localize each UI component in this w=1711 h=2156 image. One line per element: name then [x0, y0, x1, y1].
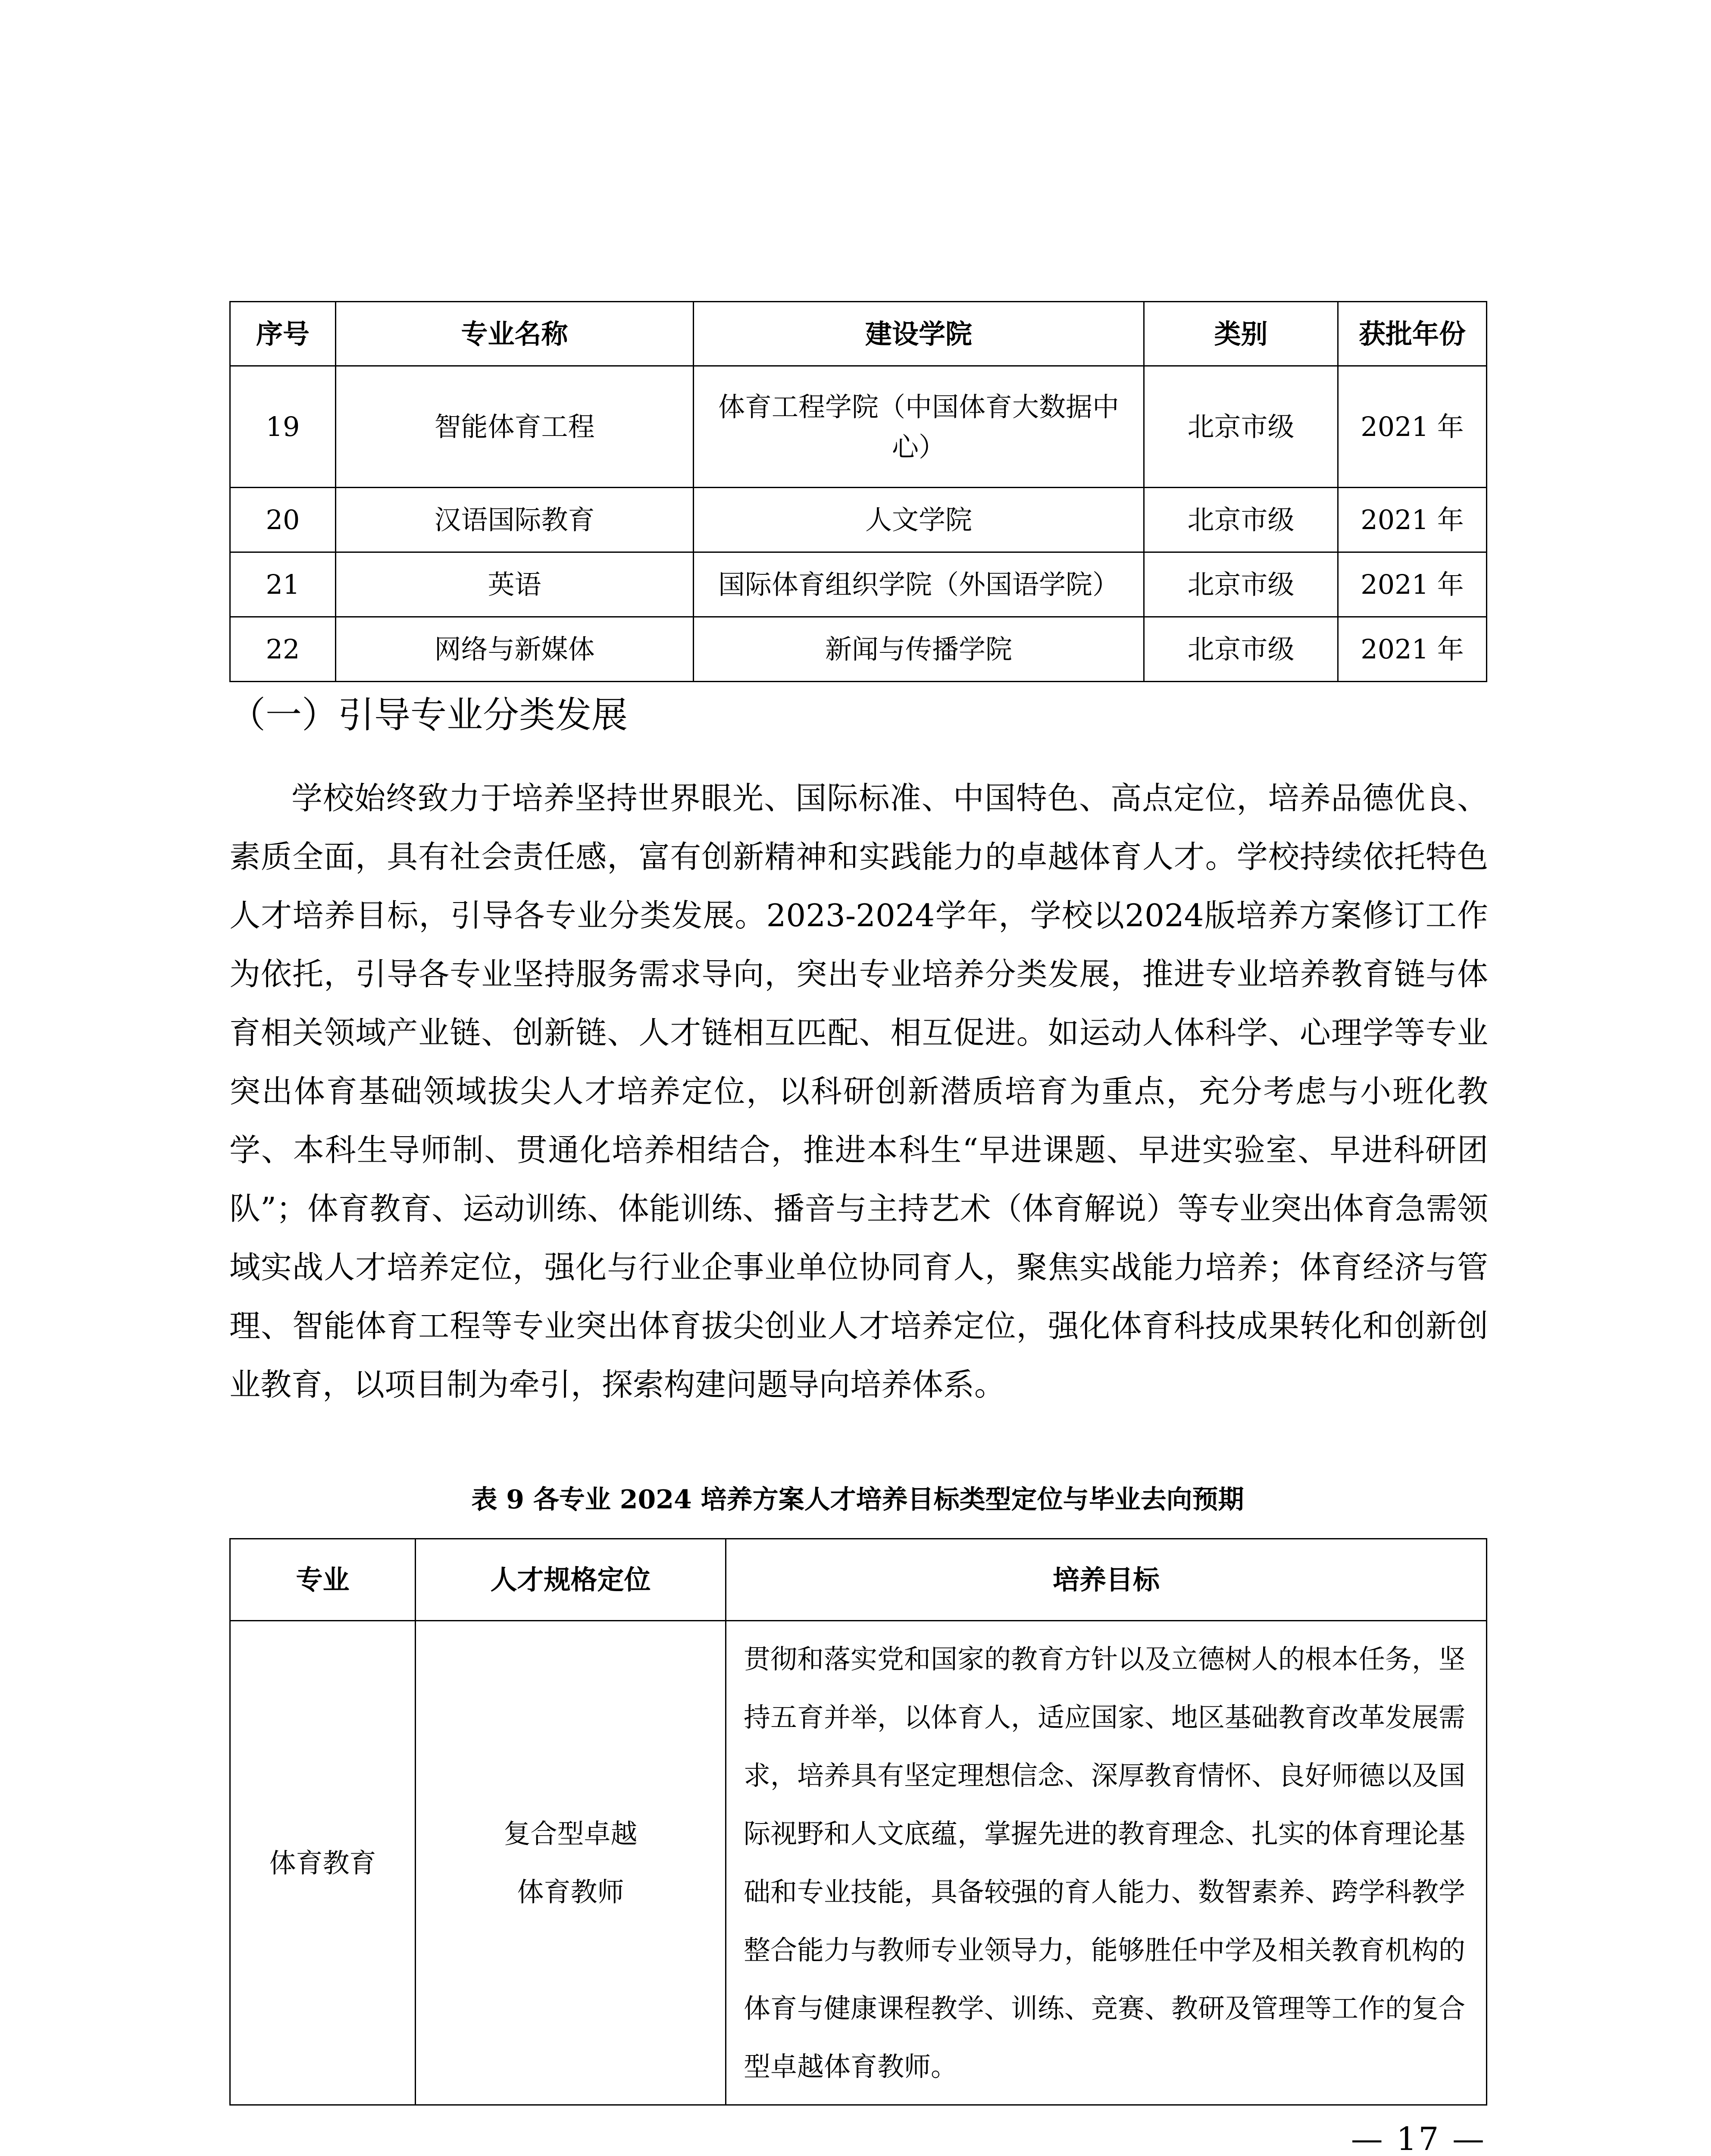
cell-year: 2021 年: [1338, 552, 1487, 617]
header-year: 获批年份: [1338, 302, 1487, 366]
table-row: [230, 1621, 1487, 2105]
header-no: 序号: [230, 302, 336, 366]
cell-major: 网络与新媒体: [336, 617, 694, 682]
cell-spec-line1: 复合型卓越: [504, 1818, 638, 1849]
cell-spec: [416, 1621, 726, 2105]
header-spec: 人才规格定位: [416, 1539, 726, 1621]
training-goals-table: [229, 1538, 1487, 2106]
header-goal: 培养目标: [726, 1539, 1487, 1621]
cell-major: 英语: [336, 552, 694, 617]
section-title: （一）引导专业分类发展: [229, 694, 628, 736]
header-major: 专业: [230, 1539, 416, 1621]
table-caption: 表 9 各专业 2024 培养方案人才培养目标类型定位与毕业去向预期: [471, 1485, 1244, 1515]
cell-major: 体育教育: [230, 1621, 416, 2105]
cell-college: 人文学院: [694, 488, 1144, 552]
page-number: — 17 —: [1351, 2121, 1486, 2156]
table-row: [230, 366, 1487, 488]
cell-year: 2021 年: [1338, 366, 1487, 488]
cell-major: 智能体育工程: [336, 366, 694, 488]
body-paragraph: 学校始终致力于培养坚持世界眼光、国际标准、中国特色、高点定位，培养品德优良、素质全面，具有社会责任感，富有创新精神和实践能力的卓越体育人才。学校持续依托特色人才培养目标，引导各专业分类发展。2023-2024学年，学校以2024版培养方案修订工作为依托，引导各专业坚持服务需求导向，突出专业培养分类发展，推进专业培养教育链与体育相关领域产业链、创新链、人才链相互匹配、相互促进。如运动人体科学、心理学等专业突出体育基础领域拔尖人才培养定位，以科研创新潜质培育为重点，充分考虑与小班化教学、本科生导师制、贯通化培养相结合，推进本科生“早进课题、早进实验室、早进科研团队”；体育教育、运动训练、体能训练、播音与主持艺术（体育解说）等专业突出体育急需领域实战人才培养定位，强化与行业企事业单位协同育人，聚焦实战能力培养；体育经济与管理、智能体育工程等专业突出体育拔尖创业人才培养定位，强化体育科技成果转化和创新创业教育，以项目制为牵引，探索构建问题导向培养体系。: [229, 780, 1488, 1403]
cell-college: 新闻与传播学院: [694, 617, 1144, 682]
cell-college: 国际体育组织学院（外国语学院）: [694, 552, 1144, 617]
cell-college-line2: 心）: [891, 431, 945, 463]
table-header-row: [230, 302, 1487, 366]
cell-no: 21: [230, 552, 336, 617]
cell-year: 2021 年: [1338, 617, 1487, 682]
majors-table: [229, 301, 1487, 682]
cell-spec-line2: 体育教师: [517, 1876, 624, 1908]
table-row: [230, 617, 1487, 682]
table-row: [230, 552, 1487, 617]
cell-major: 汉语国际教育: [336, 488, 694, 552]
cell-no: 22: [230, 617, 336, 682]
header-major: 专业名称: [336, 302, 694, 366]
table-row: [230, 488, 1487, 552]
cell-college: [694, 366, 1144, 488]
cell-year: 2021 年: [1338, 488, 1487, 552]
cell-level: 北京市级: [1144, 552, 1338, 617]
header-level: 类别: [1144, 302, 1338, 366]
cell-no: 20: [230, 488, 336, 552]
table-header-row: [230, 1539, 1487, 1621]
cell-level: 北京市级: [1144, 617, 1338, 682]
header-college: 建设学院: [694, 302, 1144, 366]
cell-level: 北京市级: [1144, 366, 1338, 488]
cell-college-line1: 体育工程学院（中国体育大数据中: [718, 391, 1119, 423]
cell-level: 北京市级: [1144, 488, 1338, 552]
cell-no: 19: [230, 366, 336, 488]
cell-goal: 贯彻和落实党和国家的教育方针以及立德树人的根本任务，坚持五育并举，以体育人，适应国家、地区基础教育改革发展需求，培养具有坚定理想信念、深厚教育情怀、良好师德以及国际视野和人文底蕴，掌握先进的教育理念、扎实的体育理论基础和专业技能，具备较强的育人能力、数智素养、跨学科教学整合能力与教师专业领导力，能够胜任中学及相关教育机构的体育与健康课程教学、训练、竞赛、教研及管理等工作的复合型卓越体育教师。: [726, 1621, 1487, 2105]
